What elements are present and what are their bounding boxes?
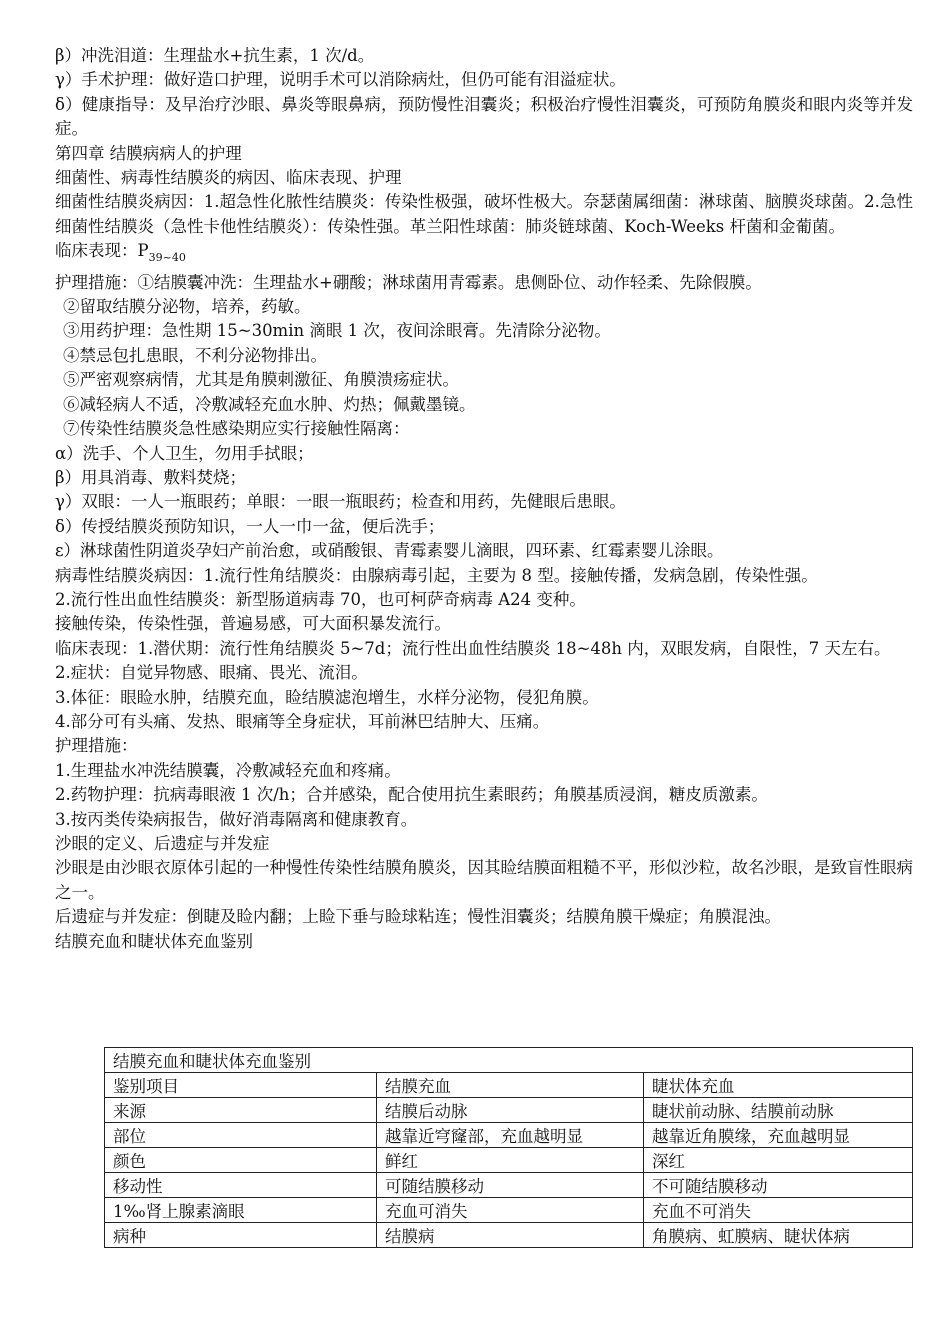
text-line: 3.体征：眼睑水肿，结膜充血，睑结膜滤泡增生，水样分泌物，侵犯角膜。 xyxy=(55,687,599,707)
clinical-page-ref: 39~40 xyxy=(148,251,186,265)
text-line: ⑥减轻病人不适，冷敷减轻充血水肿、灼热；佩戴墨镜。 xyxy=(63,394,476,414)
table-row xyxy=(105,1173,913,1198)
table-cell: 部位 xyxy=(105,1123,377,1148)
table-caption-row xyxy=(105,1048,913,1073)
table-cell: 结膜病 xyxy=(377,1223,644,1248)
text-line: 4.部分可有头痛、发热、眼痛等全身症状，耳前淋巴结肿大、压痛。 xyxy=(55,711,550,731)
text-line: 临床表现：1.潜伏期：流行性角结膜炎 5~7d；流行性出血性结膜炎 18~48h 内，双眼发病，自限性，7 天左右。 xyxy=(55,638,891,658)
table-cell: 睫状前动脉、结膜前动脉 xyxy=(644,1098,913,1123)
text-line: 细菌性、病毒性结膜炎的病因、临床表现、护理 xyxy=(55,168,402,188)
table-cell: 结膜后动脉 xyxy=(377,1098,644,1123)
text-line: β）冲洗泪道：生理盐水+抗生素，1 次/d。 xyxy=(55,46,375,65)
table-cell: 1‰肾上腺素滴眼 xyxy=(105,1198,377,1223)
text-line: 2.流行性出血性结膜炎：新型肠道病毒 70，也可柯萨奇病毒 A24 变种。 xyxy=(55,589,586,609)
table-cell: 睫状体充血 xyxy=(644,1073,913,1098)
table-cell: 可随结膜移动 xyxy=(377,1173,644,1198)
text-line: 结膜充血和睫状体充血鉴别 xyxy=(55,931,253,951)
text-line: ④禁忌包扎患眼，不利分泌物排出。 xyxy=(63,345,327,365)
text-line: 2.药物护理：抗病毒眼液 1 次/h；合并感染，配合使用抗生素眼药；角膜基质浸润，糖皮质激素。 xyxy=(55,785,768,805)
table-row xyxy=(105,1198,913,1223)
text-line: 护理措施：①结膜囊冲洗：生理盐水+硼酸；淋球菌用青霉素。患侧卧位、动作轻柔、先除假膜。 xyxy=(55,272,762,292)
table-cell: 病种 xyxy=(105,1223,377,1248)
text-line: ⑦传染性结膜炎急性感染期应实行接触性隔离： xyxy=(63,419,410,439)
table-row xyxy=(105,1123,913,1148)
text-line: 病毒性结膜炎病因：1.流行性角结膜炎：由腺病毒引起，主要为 8 型。接触传播，发病急剧，传染性强。 xyxy=(55,565,818,585)
document-body xyxy=(55,44,913,954)
table-cell: 充血可消失 xyxy=(377,1198,644,1223)
text-line: 3.按丙类传染病报告，做好消毒隔离和健康教育。 xyxy=(55,809,418,829)
text-line: 2.症状：自觉异物感、眼痛、畏光、流泪。 xyxy=(55,663,368,683)
table-row xyxy=(105,1148,913,1173)
text-line: γ）双眼：一人一瓶眼药；单眼：一眼一瓶眼药；检查和用药，先健眼后患眼。 xyxy=(55,492,626,512)
text-block-top xyxy=(55,44,913,239)
text-line: ⑤严密观察病情，尤其是角膜刺激征、角膜溃疡症状。 xyxy=(63,370,459,390)
text-block-main xyxy=(55,271,913,954)
text-line: 沙眼是由沙眼衣原体引起的一种慢性传染性结膜角膜炎，因其睑结膜面粗糙不平，形似沙粒，故名沙眼，是致盲性眼病之一。 xyxy=(55,858,913,902)
text-line: 细菌性结膜炎病因：1.超急性化脓性结膜炎：传染性极强，破坏性极大。奈瑟菌属细菌：淋球菌、脑膜炎球菌。2.急性细菌性结膜炎（急性卡他性结膜炎）：传染性强。革兰阳性球菌：肺炎链球菌、Koch-Weeks 杆菌和金葡菌。 xyxy=(55,192,913,236)
text-line: 护理措施： xyxy=(55,736,138,756)
table-cell: 越靠近角膜缘，充血越明显 xyxy=(644,1123,913,1148)
table-caption: 结膜充血和睫状体充血鉴别 xyxy=(105,1048,913,1073)
text-line: δ）传授结膜炎预防知识，一人一巾一盆，便后洗手； xyxy=(55,516,445,536)
text-line: 1.生理盐水冲洗结膜囊，冷敷减轻充血和疼痛。 xyxy=(55,760,401,780)
text-line: 第四章 结膜病病人的护理 xyxy=(55,143,242,163)
table-cell: 鲜红 xyxy=(377,1148,644,1173)
text-line: ②留取结膜分泌物，培养，药敏。 xyxy=(63,297,311,317)
table-row xyxy=(105,1223,913,1248)
text-line: 后遗症与并发症：倒睫及睑内翻；上睑下垂与睑球粘连；慢性泪囊炎；结膜角膜干燥症；角膜混浊。 xyxy=(55,907,781,927)
text-line: ③用药护理：急性期 15~30min 滴眼 1 次，夜间涂眼膏。先清除分泌物。 xyxy=(63,321,611,341)
text-line: 沙眼的定义、后遗症与并发症 xyxy=(55,834,270,853)
text-line: γ）手术护理：做好造口护理，说明手术可以消除病灶，但仍可能有泪溢症状。 xyxy=(55,70,626,90)
table-cell: 结膜充血 xyxy=(377,1073,644,1098)
table-cell: 充血不可消失 xyxy=(644,1198,913,1223)
table-cell: 颜色 xyxy=(105,1148,377,1173)
table-cell: 越靠近穹窿部，充血越明显 xyxy=(377,1123,644,1148)
comparison-table xyxy=(104,1047,913,1248)
text-line: δ）健康指导：及早治疗沙眼、鼻炎等眼鼻病，预防慢性泪囊炎；积极治疗慢性泪囊炎，可预防角膜炎和眼内炎等并发症。 xyxy=(55,94,913,139)
table-cell: 不可随结膜移动 xyxy=(644,1173,913,1198)
table-row xyxy=(105,1098,913,1123)
text-line: β）用具消毒、敷料焚烧； xyxy=(55,467,247,487)
table-cell: 移动性 xyxy=(105,1173,377,1198)
text-line: 接触传染，传染性强，普遍易感，可大面积暴发流行。 xyxy=(55,614,451,634)
table-cell: 鉴别项目 xyxy=(105,1073,377,1098)
clinical-line xyxy=(55,239,913,270)
table-cell: 来源 xyxy=(105,1098,377,1123)
text-line: α）洗手、个人卫生，勿用手拭眼； xyxy=(55,443,314,463)
clinical-label: 临床表现：P xyxy=(55,241,149,261)
table-cell: 深红 xyxy=(644,1148,913,1173)
table-cell: 角膜病、虹膜病、睫状体病 xyxy=(644,1223,913,1248)
text-line: ε）淋球菌性阴道炎孕妇产前治愈，或硝酸银、青霉素婴儿滴眼，四环素、红霉素婴儿涂眼。 xyxy=(55,541,724,561)
table-header-row xyxy=(105,1073,913,1098)
